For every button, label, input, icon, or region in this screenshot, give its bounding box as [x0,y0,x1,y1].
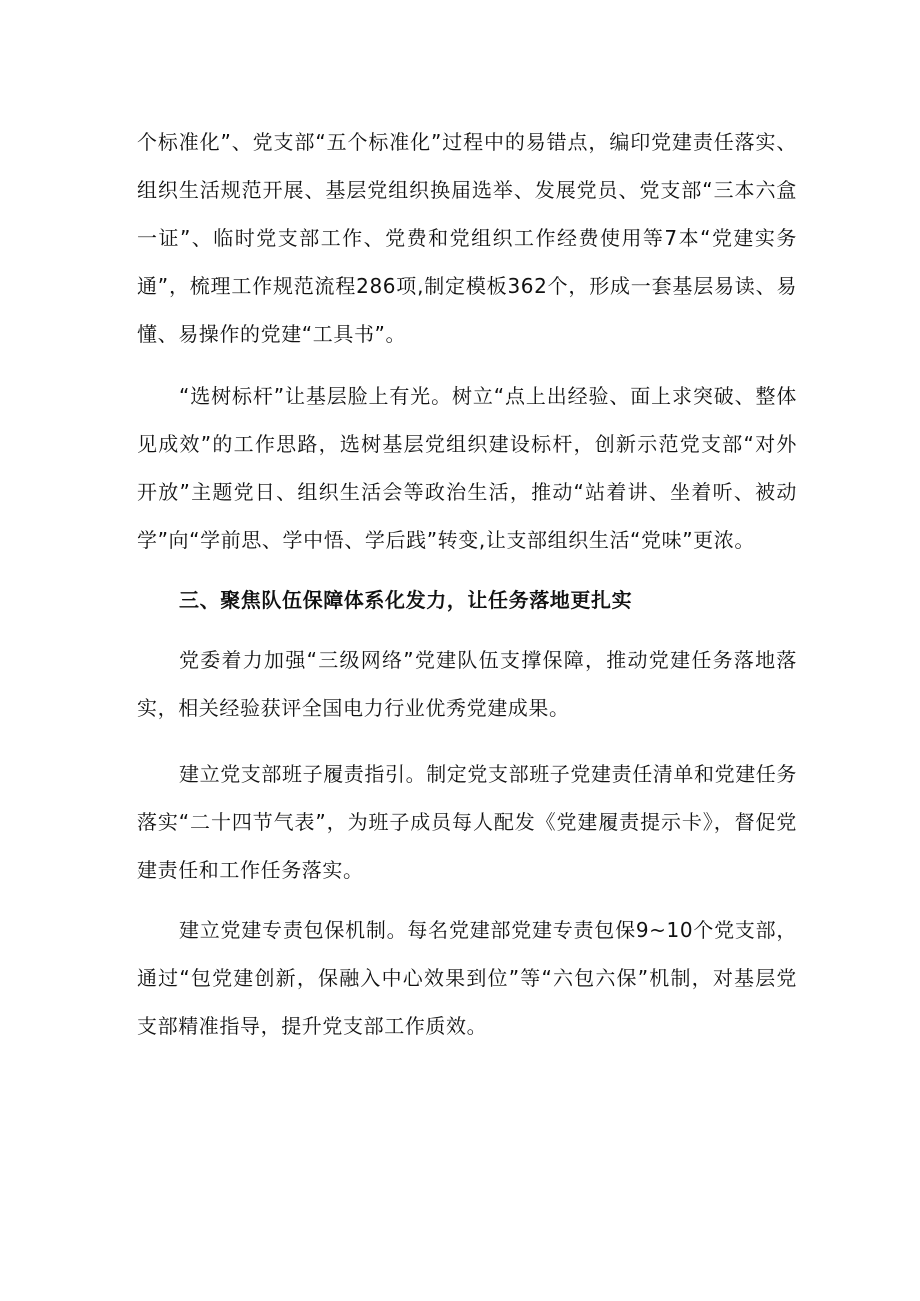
paragraph-responsibility-mechanism: 建立党建专责包保机制。每名党建部党建专责包保9~10个党支部，通过“包党建创新，保融入中心效果到位”等“六包六保”机制，对基层党支部精准指导，提升党支部工作质效。 [137,918,797,1038]
paragraph-continued: 个标准化”、党支部“五个标准化”过程中的易错点，编印党建责任落实、组织生活规范开展、基层党组织换届选举、发展党员、党支部“三本六盒一证”、临时党支部工作、党费和党组织工作经费使用等7本“党建实务通”，梳理工作规范流程286项,制定模板362个，形成一套基层易读、易懂、易操作的党建“工具书”。 [137,130,797,346]
paragraph-benchmark: “选树标杆”让基层脸上有光。树立“点上出经验、面上求突破、整体见成效”的工作思路，选树基层党组织建设标杆，创新示范党支部“对外开放”主题党日、组织生活会等政治生活，推动“站着讲、坐着听、被动学”向“学前思、学中悟、学后践”转变,让支部组织生活“党味”更浓。 [137,384,797,552]
section-heading: 三、聚焦队伍保障体系化发力，让任务落地更扎实 [179,588,633,612]
paragraph-duty-guide: 建立党支部班子履责指引。制定党支部班子党建责任清单和党建任务落实“二十四节气表”，为班子成员每人配发《党建履责提示卡》，督促党建责任和工作任务落实。 [137,762,797,882]
paragraph-team-support: 党委着力加强“三级网络”党建队伍支撑保障，推动党建任务落地落实，相关经验获评全国电力行业优秀党建成果。 [137,648,797,720]
document-body [137,118,797,1050]
